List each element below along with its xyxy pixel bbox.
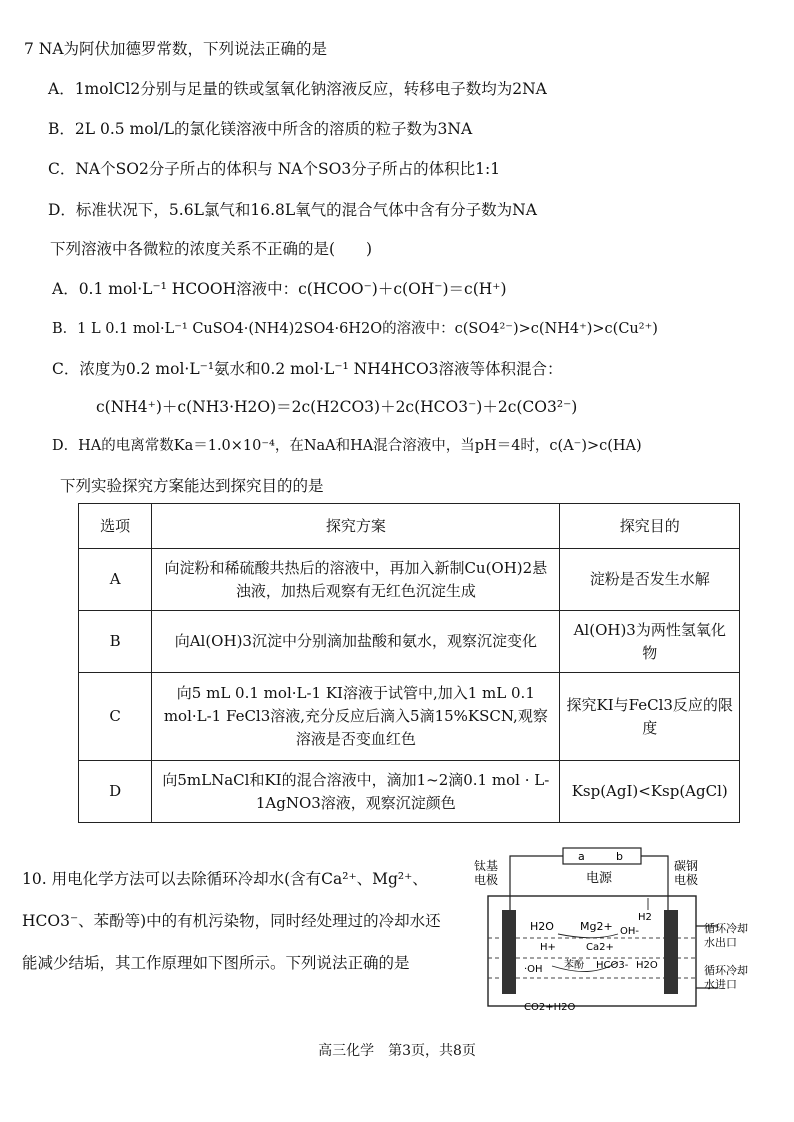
header-option: 选项 xyxy=(79,504,152,549)
table-row xyxy=(79,611,740,673)
carbon-steel-electrode xyxy=(664,910,678,994)
table-header-row xyxy=(79,504,740,549)
left-electrode-label: 钛基电极 xyxy=(474,859,499,887)
row-plan: 向5 mL 0.1 mol·L-1 KI溶液于试管中,加入1 mL 0.1 mol·L-1 FeCl3溶液,充分反应后滴入5滴15%KSCN,观察溶液是否变血红色 xyxy=(152,673,560,761)
header-plan: 探究方案 xyxy=(152,504,560,549)
species-hydroxyl: ·OH xyxy=(524,964,543,975)
q10-stem: 10. 用电化学方法可以去除循环冷却水(含有Ca²⁺、Mg²⁺、HCO3⁻、苯酚等)中的有机污染物，同时经处理过的冷却水还能减少结垢，其工作原理如下图所示。下列说法正确的是 xyxy=(22,870,441,972)
titanium-electrode xyxy=(502,910,516,994)
species-co2: CO2+H2O xyxy=(524,1002,576,1013)
power-supply xyxy=(563,848,641,864)
q9-table xyxy=(78,503,740,823)
row-goal: 探究KI与FeCl3反应的限度 xyxy=(560,673,740,761)
table-row xyxy=(79,761,740,823)
species-oh: OH- xyxy=(620,926,639,937)
header-goal: 探究目的 xyxy=(560,504,740,549)
terminal-b-label: b xyxy=(616,850,623,863)
q8-option-b: B．1 L 0.1 mol·L⁻¹ CuSO4·(NH4)2SO4·6H2O的溶液中：c(SO4²⁻)>c(NH4⁺)>c(Cu²⁺) xyxy=(52,321,658,337)
row-goal: Ksp(AgI)<Ksp(AgCl) xyxy=(560,761,740,823)
species-h2: H2 xyxy=(638,912,652,923)
row-plan: 向Al(OH)3沉淀中分别滴加盐酸和氨水，观察沉淀变化 xyxy=(152,611,560,673)
inlet-label: 循环冷却水进口 xyxy=(704,964,748,991)
row-option: A xyxy=(79,549,152,611)
outlet-label: 循环冷却水出口 xyxy=(704,922,748,949)
electrolysis-diagram xyxy=(468,838,768,1028)
q7-option-a: A．1molCl2分别与足量的铁或氢氧化钠溶液反应，转移电子数均为2NA xyxy=(48,80,547,98)
row-plan: 向5mLNaCl和KI的混合溶液中，滴加1~2滴0.1 mol · L-1AgNO3溶液，观察沉淀颜色 xyxy=(152,761,560,823)
species-h2o: H2O xyxy=(530,920,554,933)
q8-option-c-equation: c(NH4⁺)＋c(NH3·H2O)＝2c(H2CO3)＋2c(HCO3⁻)＋2c(CO3²⁻) xyxy=(96,398,578,416)
row-plan: 向淀粉和稀硫酸共热后的溶液中，再加入新制Cu(OH)2悬浊液，加热后观察有无红色沉淀生成 xyxy=(152,549,560,611)
q7-stem: 7 NA为阿伏加德罗常数，下列说法正确的是 xyxy=(24,40,328,58)
page-footer: 高三化学 第3页，共8页 xyxy=(318,1043,476,1059)
row-goal: 淀粉是否发生水解 xyxy=(560,549,740,611)
row-option: C xyxy=(79,673,152,761)
species-ca: Ca2+ xyxy=(586,942,614,953)
table-row xyxy=(79,549,740,611)
terminal-a-label: a xyxy=(578,850,585,863)
table-row xyxy=(79,673,740,761)
q7-option-c: C．NA个SO2分子所占的体积与 NA个SO3分子所占的体积比1:1 xyxy=(48,160,501,178)
row-goal: Al(OH)3为两性氢氧化物 xyxy=(560,611,740,673)
species-h2o-right: H2O xyxy=(636,960,658,971)
q8-option-c: C．浓度为0.2 mol·L⁻¹氨水和0.2 mol·L⁻¹ NH4HCO3溶液等体积混合： xyxy=(52,360,563,378)
species-mg: Mg2+ xyxy=(580,920,613,933)
q8-option-d: D．HA的电离常数Ka＝1.0×10⁻⁴，在NaA和HA混合溶液中，当pH＝4时，c(A⁻)>c(HA) xyxy=(52,438,642,454)
q8-stem: 下列溶液中各微粒的浓度关系不正确的是( ) xyxy=(50,240,373,258)
q8-option-a: A．0.1 mol·L⁻¹ HCOOH溶液中：c(HCOO⁻)＋c(OH⁻)＝c(H⁺) xyxy=(52,280,507,298)
row-option: D xyxy=(79,761,152,823)
species-h: H+ xyxy=(540,942,556,953)
species-phenol: 苯酚 xyxy=(564,960,584,971)
row-option: B xyxy=(79,611,152,673)
q9-stem: 下列实验探究方案能达到探究目的的是 xyxy=(60,477,324,495)
power-label: 电源 xyxy=(586,871,613,886)
q7-option-b: B．2L 0.5 mol/L的氯化镁溶液中所含的溶质的粒子数为3NA xyxy=(48,120,473,138)
right-electrode-label: 碳钢电极 xyxy=(674,859,699,887)
species-hco3: HCO3- xyxy=(596,960,629,971)
q7-option-d: D．标准状况下，5.6L氯气和16.8L氧气的混合气体中含有分子数为NA xyxy=(48,201,537,219)
